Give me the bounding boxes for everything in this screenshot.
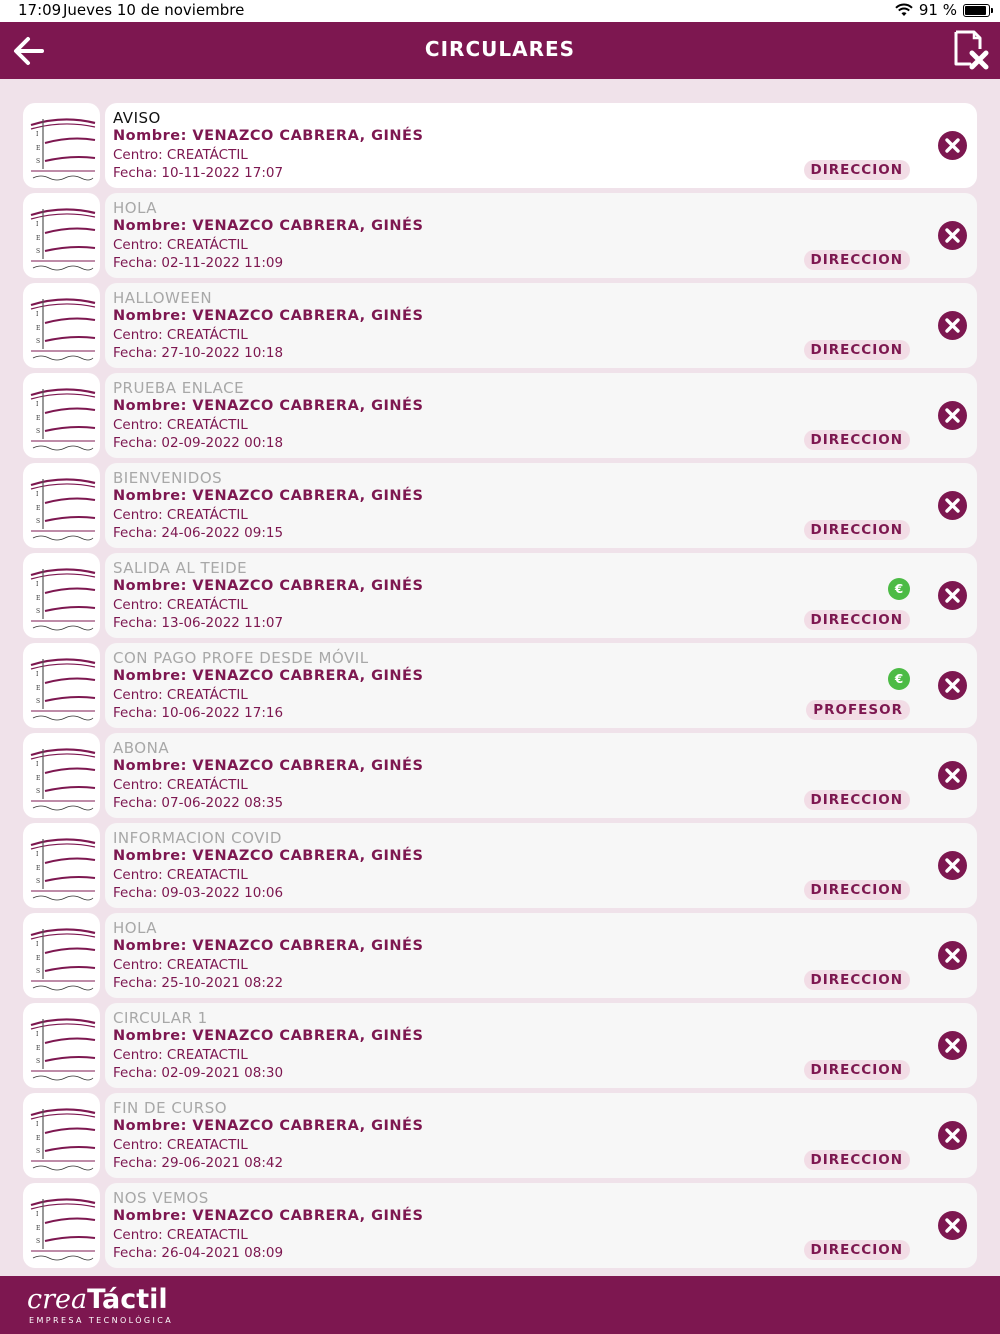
wifi-icon — [895, 3, 913, 17]
school-logo — [23, 1183, 100, 1268]
circular-card[interactable] — [105, 103, 977, 188]
circular-title: FIN DE CURSO — [113, 1099, 228, 1117]
list-item[interactable] — [23, 643, 977, 728]
circulars-list — [23, 103, 977, 1273]
circular-nombre: Nombre: VENAZCO CABRERA, GINÉS — [113, 848, 424, 864]
delete-circle-icon[interactable] — [937, 1030, 968, 1061]
circular-centro: Centro: CREATÁCTIL — [113, 237, 248, 253]
circular-nombre: Nombre: VENAZCO CABRERA, GINÉS — [113, 218, 424, 234]
list-item[interactable] — [23, 1183, 977, 1268]
svg-text:I: I — [36, 401, 39, 408]
sender-badge: DIRECCION — [804, 520, 910, 540]
svg-text:E: E — [36, 775, 41, 782]
circular-fecha: Fecha: 10-11-2022 17:07 — [113, 165, 284, 181]
circular-card[interactable] — [105, 1183, 977, 1268]
circular-centro: Centro: CREATÁCTIL — [113, 417, 248, 433]
circular-title: SALIDA AL TEIDE — [113, 559, 248, 577]
list-item[interactable] — [23, 283, 977, 368]
circular-nombre: Nombre: VENAZCO CABRERA, GINÉS — [113, 308, 424, 324]
svg-text:E: E — [36, 415, 41, 422]
circular-card[interactable] — [105, 373, 977, 458]
list-item[interactable] — [23, 553, 977, 638]
circular-nombre: Nombre: VENAZCO CABRERA, GINÉS — [113, 128, 424, 144]
circular-centro: Centro: CREATÁCTIL — [113, 327, 248, 343]
svg-text:S: S — [36, 878, 41, 885]
svg-text:S: S — [36, 158, 41, 165]
school-logo — [23, 103, 100, 188]
circular-centro: Centro: CREATACTIL — [113, 1047, 248, 1063]
circular-nombre: Nombre: VENAZCO CABRERA, GINÉS — [113, 488, 424, 504]
sender-badge: DIRECCION — [804, 430, 910, 450]
school-logo — [23, 463, 100, 548]
school-logo — [23, 643, 100, 728]
circular-fecha: Fecha: 09-03-2022 10:06 — [113, 885, 284, 901]
circular-fecha: Fecha: 25-10-2021 08:22 — [113, 975, 284, 991]
circular-nombre: Nombre: VENAZCO CABRERA, GINÉS — [113, 938, 424, 954]
circular-centro: Centro: CREATÁCTIL — [113, 147, 248, 163]
sender-badge: DIRECCION — [804, 970, 910, 990]
list-item[interactable] — [23, 193, 977, 278]
school-logo — [23, 1093, 100, 1178]
circular-fecha: Fecha: 02-09-2022 00:18 — [113, 435, 284, 451]
circular-fecha: Fecha: 13-06-2022 11:07 — [113, 615, 284, 631]
delete-circle-icon[interactable] — [937, 580, 968, 611]
circular-nombre: Nombre: VENAZCO CABRERA, GINÉS — [113, 578, 424, 594]
svg-text:I: I — [36, 491, 39, 498]
sender-badge: DIRECCION — [804, 250, 910, 270]
circular-fecha: Fecha: 24-06-2022 09:15 — [113, 525, 284, 541]
status-bar — [0, 0, 1000, 22]
svg-text:S: S — [36, 698, 41, 705]
circular-fecha: Fecha: 02-09-2021 08:30 — [113, 1065, 284, 1081]
status-time: 17:09 — [18, 1, 62, 19]
list-item[interactable] — [23, 913, 977, 998]
circular-fecha: Fecha: 27-10-2022 10:18 — [113, 345, 284, 361]
delete-circle-icon[interactable] — [937, 760, 968, 791]
circular-nombre: Nombre: VENAZCO CABRERA, GINÉS — [113, 1118, 424, 1134]
circular-title: NOS VEMOS — [113, 1189, 209, 1207]
svg-text:I: I — [36, 131, 39, 138]
svg-text:E: E — [36, 1135, 41, 1142]
circular-centro: Centro: CREATACTIL — [113, 867, 248, 883]
svg-text:E: E — [36, 505, 41, 512]
sender-badge: PROFESOR — [806, 700, 910, 720]
nav-bar — [0, 22, 1000, 79]
circular-card[interactable] — [105, 193, 977, 278]
svg-text:I: I — [36, 851, 39, 858]
delete-circle-icon[interactable] — [937, 400, 968, 431]
list-item[interactable] — [23, 733, 977, 818]
status-right — [895, 1, 990, 19]
circular-title: HOLA — [113, 919, 158, 937]
circular-card[interactable] — [105, 913, 977, 998]
school-logo — [23, 553, 100, 638]
circular-title: CON PAGO PROFE DESDE MÓVIL — [113, 649, 369, 667]
svg-text:I: I — [36, 761, 39, 768]
sender-badge: DIRECCION — [804, 340, 910, 360]
svg-text:E: E — [36, 325, 41, 332]
circular-card[interactable] — [105, 1003, 977, 1088]
list-item[interactable] — [23, 103, 977, 188]
payment-euro-icon: € — [888, 578, 910, 600]
list-item[interactable] — [23, 823, 977, 908]
svg-text:I: I — [36, 581, 39, 588]
payment-euro-icon: € — [888, 668, 910, 690]
sender-badge: DIRECCION — [804, 790, 910, 810]
svg-text:S: S — [36, 788, 41, 795]
svg-text:I: I — [36, 1121, 39, 1128]
logo-subtitle: EMPRESA TECNOLÓGICA — [29, 1316, 174, 1325]
circular-card[interactable] — [105, 643, 977, 728]
svg-text:E: E — [36, 145, 41, 152]
svg-text:E: E — [36, 685, 41, 692]
circular-card[interactable] — [105, 733, 977, 818]
delete-circle-icon[interactable] — [937, 310, 968, 341]
circular-nombre: Nombre: VENAZCO CABRERA, GINÉS — [113, 668, 424, 684]
delete-circle-icon[interactable] — [937, 490, 968, 521]
circular-title: INFORMACION COVID — [113, 829, 282, 847]
list-item[interactable] — [23, 1003, 977, 1088]
circular-fecha: Fecha: 02-11-2022 11:09 — [113, 255, 284, 271]
status-date: Jueves 10 de noviembre — [63, 1, 245, 19]
svg-text:I: I — [36, 221, 39, 228]
svg-text:S: S — [36, 338, 41, 345]
svg-text:S: S — [36, 1148, 41, 1155]
delete-all-document-icon[interactable] — [950, 29, 990, 71]
svg-text:E: E — [36, 1045, 41, 1052]
svg-text:I: I — [36, 671, 39, 678]
delete-circle-icon[interactable] — [937, 850, 968, 881]
svg-text:E: E — [36, 595, 41, 602]
svg-text:S: S — [36, 608, 41, 615]
sender-badge: DIRECCION — [804, 880, 910, 900]
svg-text:S: S — [36, 1238, 41, 1245]
circular-card[interactable] — [105, 1093, 977, 1178]
circular-centro: Centro: CREATACTIL — [113, 1227, 248, 1243]
circular-title: HOLA — [113, 199, 158, 217]
svg-text:S: S — [36, 248, 41, 255]
sender-badge: DIRECCION — [804, 1240, 910, 1260]
school-logo — [23, 913, 100, 998]
sender-badge: DIRECCION — [804, 1150, 910, 1170]
circular-fecha: Fecha: 26-04-2021 08:09 — [113, 1245, 284, 1261]
svg-text:I: I — [36, 1031, 39, 1038]
svg-text:E: E — [36, 955, 41, 962]
circular-card[interactable] — [105, 283, 977, 368]
list-item[interactable] — [23, 463, 977, 548]
svg-text:I: I — [36, 941, 39, 948]
circular-title: CIRCULAR 1 — [113, 1009, 208, 1027]
school-logo — [23, 733, 100, 818]
svg-text:E: E — [36, 1225, 41, 1232]
svg-text:S: S — [36, 968, 41, 975]
circular-nombre: Nombre: VENAZCO CABRERA, GINÉS — [113, 1208, 424, 1224]
delete-circle-icon[interactable] — [937, 130, 968, 161]
sender-badge: DIRECCION — [804, 610, 910, 630]
battery-icon — [963, 4, 990, 17]
circular-nombre: Nombre: VENAZCO CABRERA, GINÉS — [113, 398, 424, 414]
circular-centro: Centro: CREATACTIL — [113, 957, 248, 973]
circular-nombre: Nombre: VENAZCO CABRERA, GINÉS — [113, 758, 424, 774]
list-item[interactable] — [23, 373, 977, 458]
svg-text:S: S — [36, 1058, 41, 1065]
school-logo — [23, 1003, 100, 1088]
delete-circle-icon[interactable] — [937, 670, 968, 701]
circular-centro: Centro: CREATACTIL — [113, 1137, 248, 1153]
page-title: CIRCULARES — [424, 37, 576, 61]
svg-text:S: S — [36, 428, 41, 435]
delete-circle-icon[interactable] — [937, 1210, 968, 1241]
svg-text:E: E — [36, 865, 41, 872]
svg-text:E: E — [36, 235, 41, 242]
svg-text:I: I — [36, 311, 39, 318]
school-logo — [23, 823, 100, 908]
circular-centro: Centro: CREATÁCTIL — [113, 507, 248, 523]
school-logo — [23, 193, 100, 278]
delete-circle-icon[interactable] — [937, 940, 968, 971]
svg-text:I: I — [36, 1211, 39, 1218]
circular-card[interactable] — [105, 463, 977, 548]
circular-title: BIENVENIDOS — [113, 469, 223, 487]
delete-circle-icon[interactable] — [937, 1120, 968, 1151]
circular-centro: Centro: CREATÁCTIL — [113, 597, 248, 613]
sender-badge: DIRECCION — [804, 1060, 910, 1080]
circular-nombre: Nombre: VENAZCO CABRERA, GINÉS — [113, 1028, 424, 1044]
circular-title: ABONA — [113, 739, 170, 757]
list-item[interactable] — [23, 1093, 977, 1178]
circular-fecha: Fecha: 29-06-2021 08:42 — [113, 1155, 284, 1171]
svg-text:S: S — [36, 518, 41, 525]
school-logo — [23, 373, 100, 458]
circular-card[interactable] — [105, 553, 977, 638]
circular-centro: Centro: CREATÁCTIL — [113, 777, 248, 793]
circular-title: HALLOWEEN — [113, 289, 213, 307]
circular-fecha: Fecha: 07-06-2022 08:35 — [113, 795, 284, 811]
circular-card[interactable] — [105, 823, 977, 908]
sender-badge: DIRECCION — [804, 160, 910, 180]
creatactil-logo: creaTáctil — [27, 1284, 168, 1315]
circular-title: PRUEBA ENLACE — [113, 379, 245, 397]
school-logo — [23, 283, 100, 368]
circular-fecha: Fecha: 10-06-2022 17:16 — [113, 705, 284, 721]
battery-percent: 91 % — [918, 1, 957, 19]
circular-title: AVISO — [113, 109, 161, 127]
circular-centro: Centro: CREATÁCTIL — [113, 687, 248, 703]
footer — [0, 1276, 1000, 1334]
delete-circle-icon[interactable] — [937, 220, 968, 251]
